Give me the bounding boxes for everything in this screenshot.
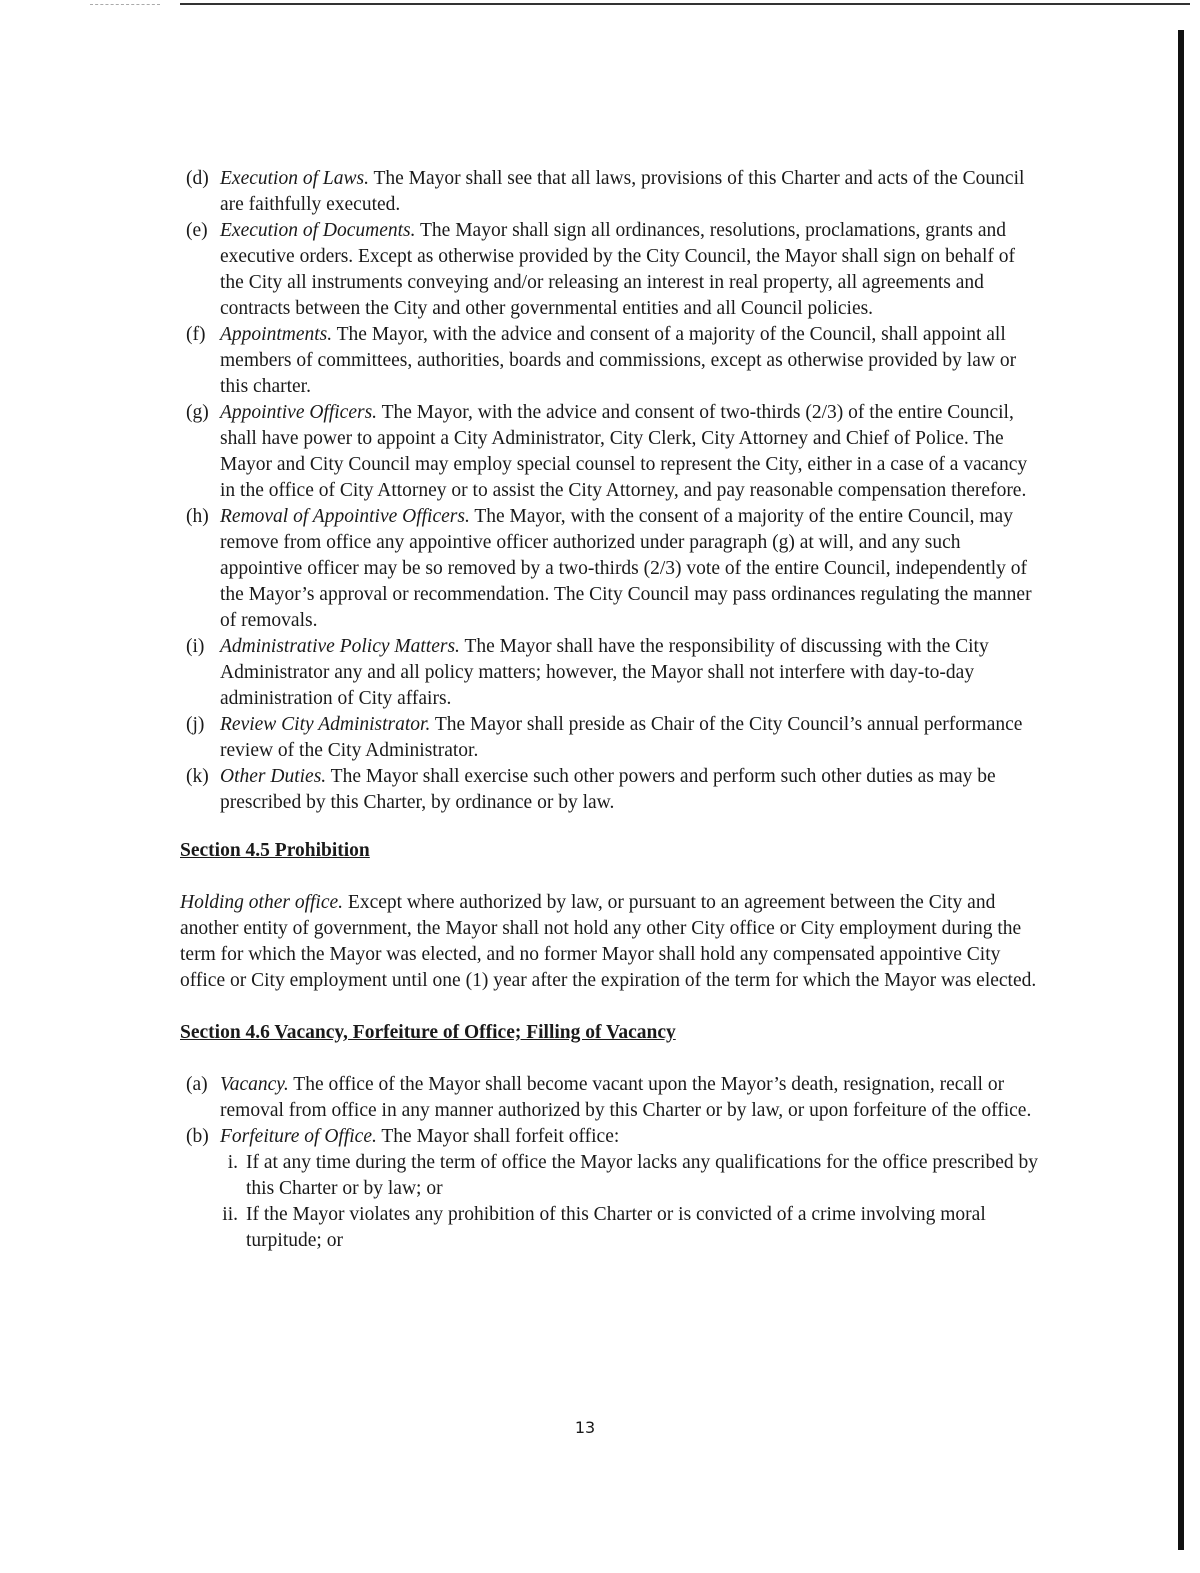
item-heading: Execution of Laws. xyxy=(220,168,369,189)
item-heading: Other Duties. xyxy=(220,766,327,787)
item-heading: Removal of Appointive Officers. xyxy=(220,506,470,527)
section-4-5-paragraph xyxy=(180,890,1040,994)
item-marker: (e) xyxy=(186,220,208,241)
right-scan-edge xyxy=(1178,30,1184,1550)
item-marker: (d) xyxy=(186,168,209,189)
page-number: 13 xyxy=(574,1418,596,1437)
sub-item-i xyxy=(180,1150,1040,1202)
scan-artifact-line xyxy=(90,4,160,6)
section-4-6-title: Section 4.6 Vacancy, Forfeiture of Office; Filling of Vacancy xyxy=(180,1022,676,1043)
item-heading: Appointments. xyxy=(220,324,333,345)
item-text: The Mayor shall preside as Chair of the City Council’s annual performance review of the City Administrator. xyxy=(220,714,1023,761)
item-text: The Mayor shall exercise such other powers and perform such other duties as may be prescribed by this Charter, by ordinance or by law. xyxy=(220,766,996,813)
section-4-5-title: Section 4.5 Prohibition xyxy=(180,840,370,861)
paragraph-text: Except where authorized by law, or pursuant to an agreement between the City and another entity of government, the Mayor shall not hold any other City office or City employment during the term for which the Mayor was elected, and no former Mayor shall hold any compensated appointive City office or City employment until one (1) year after the expiration of the term for which the Mayor was elected. xyxy=(180,892,1037,991)
item-heading: Vacancy. xyxy=(220,1074,289,1095)
item-text: The Mayor, with the advice and consent of a majority of the Council, shall appoint all members of committees, authorities, boards and commissions, except as otherwise provided by law or this charter. xyxy=(220,324,1017,397)
paragraph-heading: Holding other office. xyxy=(180,892,344,913)
item-marker: (h) xyxy=(186,506,209,527)
item-marker: (a) xyxy=(186,1074,208,1095)
item-marker: (j) xyxy=(186,714,205,735)
item-marker: (f) xyxy=(186,324,206,345)
list-item-f xyxy=(180,322,1040,400)
item-heading: Review City Administrator. xyxy=(220,714,431,735)
item-heading: Administrative Policy Matters. xyxy=(220,636,460,657)
item-text: The Mayor, with the advice and consent of two-thirds (2/3) of the entire Council, shall have power to appoint a City Administrator, City Clerk, City Attorney and Chief of Police. The Mayor and City Council may employ special counsel to represent the City, either in a case of a vacancy in the office of City Attorney or to assist the City Attorney, and pay reasonable compensation therefore. xyxy=(220,402,1028,501)
item-text: The Mayor, with the consent of a majority of the entire Council, may remove from office any appointive officer authorized under paragraph (g) at will, and any such appointive officer may be so removed by a two-thirds (2/3) vote of the entire Council, independently of the Mayor’s approval or recommendation. The City Council may pass ordinances regulating the manner of removals. xyxy=(220,506,1032,631)
item-marker: (b) xyxy=(186,1126,209,1147)
sub-item-text: If at any time during the term of office the Mayor lacks any qualifications for the office prescribed by this Charter or by law; or xyxy=(246,1152,1038,1199)
item-heading: Forfeiture of Office. xyxy=(220,1126,377,1147)
item-text: The office of the Mayor shall become vacant upon the Mayor’s death, resignation, recall or removal from office in any manner authorized by this Charter or by law, or upon forfeiture of the office. xyxy=(220,1074,1032,1121)
item-marker: (g) xyxy=(186,402,209,423)
list-item-a xyxy=(180,1072,1040,1124)
sub-item-text: If the Mayor violates any prohibition of this Charter or is convicted of a crime involving moral turpitude; or xyxy=(246,1204,986,1251)
item-text: The Mayor shall sign all ordinances, resolutions, proclamations, grants and executive orders. Except as otherwise provided by the City Council, the Mayor shall sign on behalf of the City all instruments conveying and/or releasing an interest in real property, all agreements and contracts between the City and other governmental entities and all Council policies. xyxy=(220,220,1015,319)
document-body xyxy=(180,166,1040,1254)
sub-item-marker: ii. xyxy=(222,1204,238,1225)
item-heading: Execution of Documents. xyxy=(220,220,416,241)
top-border-line xyxy=(180,3,1190,5)
list-item-k xyxy=(180,764,1040,816)
list-item-g xyxy=(180,400,1040,504)
item-text: The Mayor shall see that all laws, provisions of this Charter and acts of the Council are faithfully executed. xyxy=(220,168,1025,215)
sub-item-ii xyxy=(180,1202,1040,1254)
item-marker: (i) xyxy=(186,636,205,657)
list-item-j xyxy=(180,712,1040,764)
list-item-d xyxy=(180,166,1040,218)
item-text: The Mayor shall have the responsibility of discussing with the City Administrator any and all policy matters; however, the Mayor shall not interfere with day-to-day administration of City affairs. xyxy=(220,636,989,709)
list-item-i xyxy=(180,634,1040,712)
list-item-e xyxy=(180,218,1040,322)
item-text: The Mayor shall forfeit office: xyxy=(376,1126,620,1147)
item-marker: (k) xyxy=(186,766,209,787)
list-item-b xyxy=(180,1124,1040,1150)
sub-item-marker: i. xyxy=(227,1152,238,1173)
item-heading: Appointive Officers. xyxy=(220,402,378,423)
list-item-h xyxy=(180,504,1040,634)
